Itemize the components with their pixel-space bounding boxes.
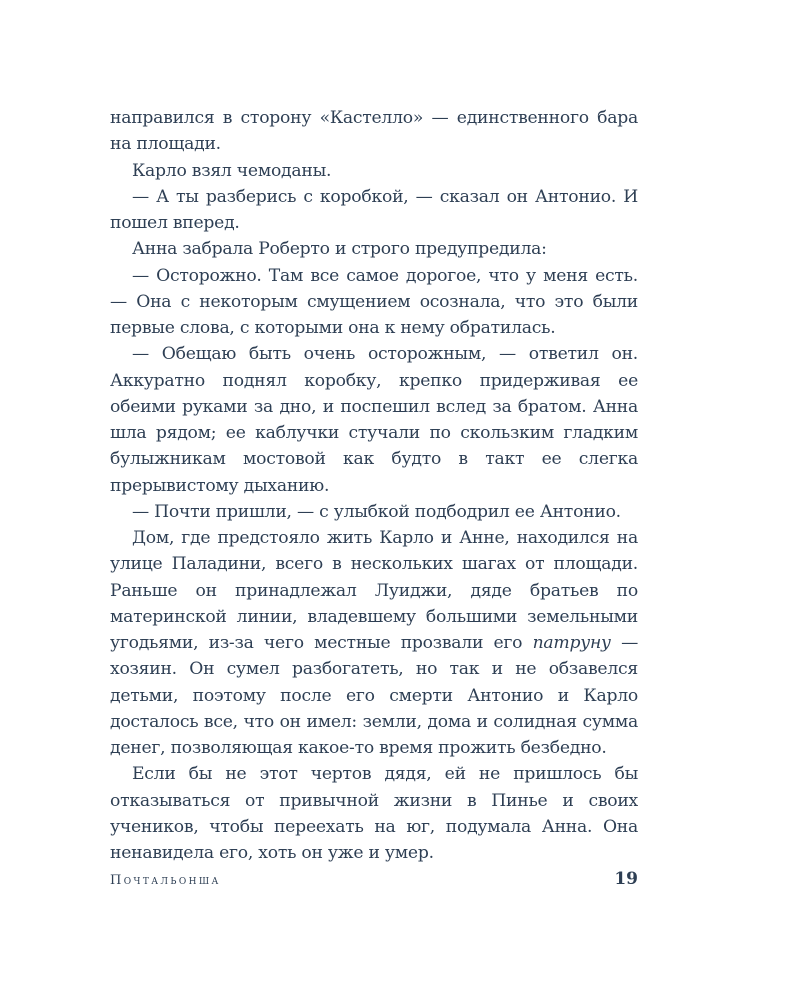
paragraph: Карло взял чемоданы. [132, 160, 332, 181]
paragraph-text: Дом, где предстояло жить Карло и Анне, находился на улице Паладини, всего в нескольких шагах от площади. Раньше он принадлежал Луиджи, дяде братьев по материнской линии, владевшему большими земельными угодьями, из-за чего местные прозвали его [110, 528, 638, 653]
running-footer-title: Почтальонша [110, 873, 221, 888]
paragraph: — Почти пришли, — с улыбкой подбодрил ее Антонио. [132, 501, 621, 522]
body-text [110, 105, 638, 866]
italic-term: патруну [532, 633, 611, 653]
paragraph: — Осторожно. Там все самое дорогое, что у меня есть. — Она с некоторым смущением осознала, что это были первые слова, с которыми она к нему обратилась. [110, 265, 638, 338]
paragraph-text: — хозяин. Он сумел разбогатеть, но так и не обзавелся детьми, поэтому после его смерти Антонио и Карло досталось все, что он имел: земли, дома и солидная сумма денег, позволяющая какое-то время прожить безбедно. [110, 633, 639, 758]
paragraph [110, 525, 638, 761]
page-number: 19 [614, 869, 638, 889]
paragraph: — Обещаю быть очень осторожным, — ответил он. Аккуратно поднял коробку, крепко придерживая ее обеими руками за дно, и поспешил вслед за братом. Анна шла рядом; ее каблучки стучали по скользким гладким булыжникам мостовой как будто в такт ее слегка прерывистому дыханию. [110, 344, 638, 496]
paragraph: направился в сторону «Кастелло» — единственного бара на площади. [110, 108, 638, 155]
paragraph: — А ты разберись с коробкой, — сказал он Антонио. И пошел вперед. [110, 186, 638, 233]
paragraph: Анна забрала Роберто и строго предупредила: [132, 239, 547, 260]
paragraph: Если бы не этот чертов дядя, ей не пришлось бы отказываться от привычной жизни в Пинье и своих учеников, чтобы переехать на юг, подумала Анна. Она ненавидела его, хоть он уже и умер. [110, 764, 638, 863]
